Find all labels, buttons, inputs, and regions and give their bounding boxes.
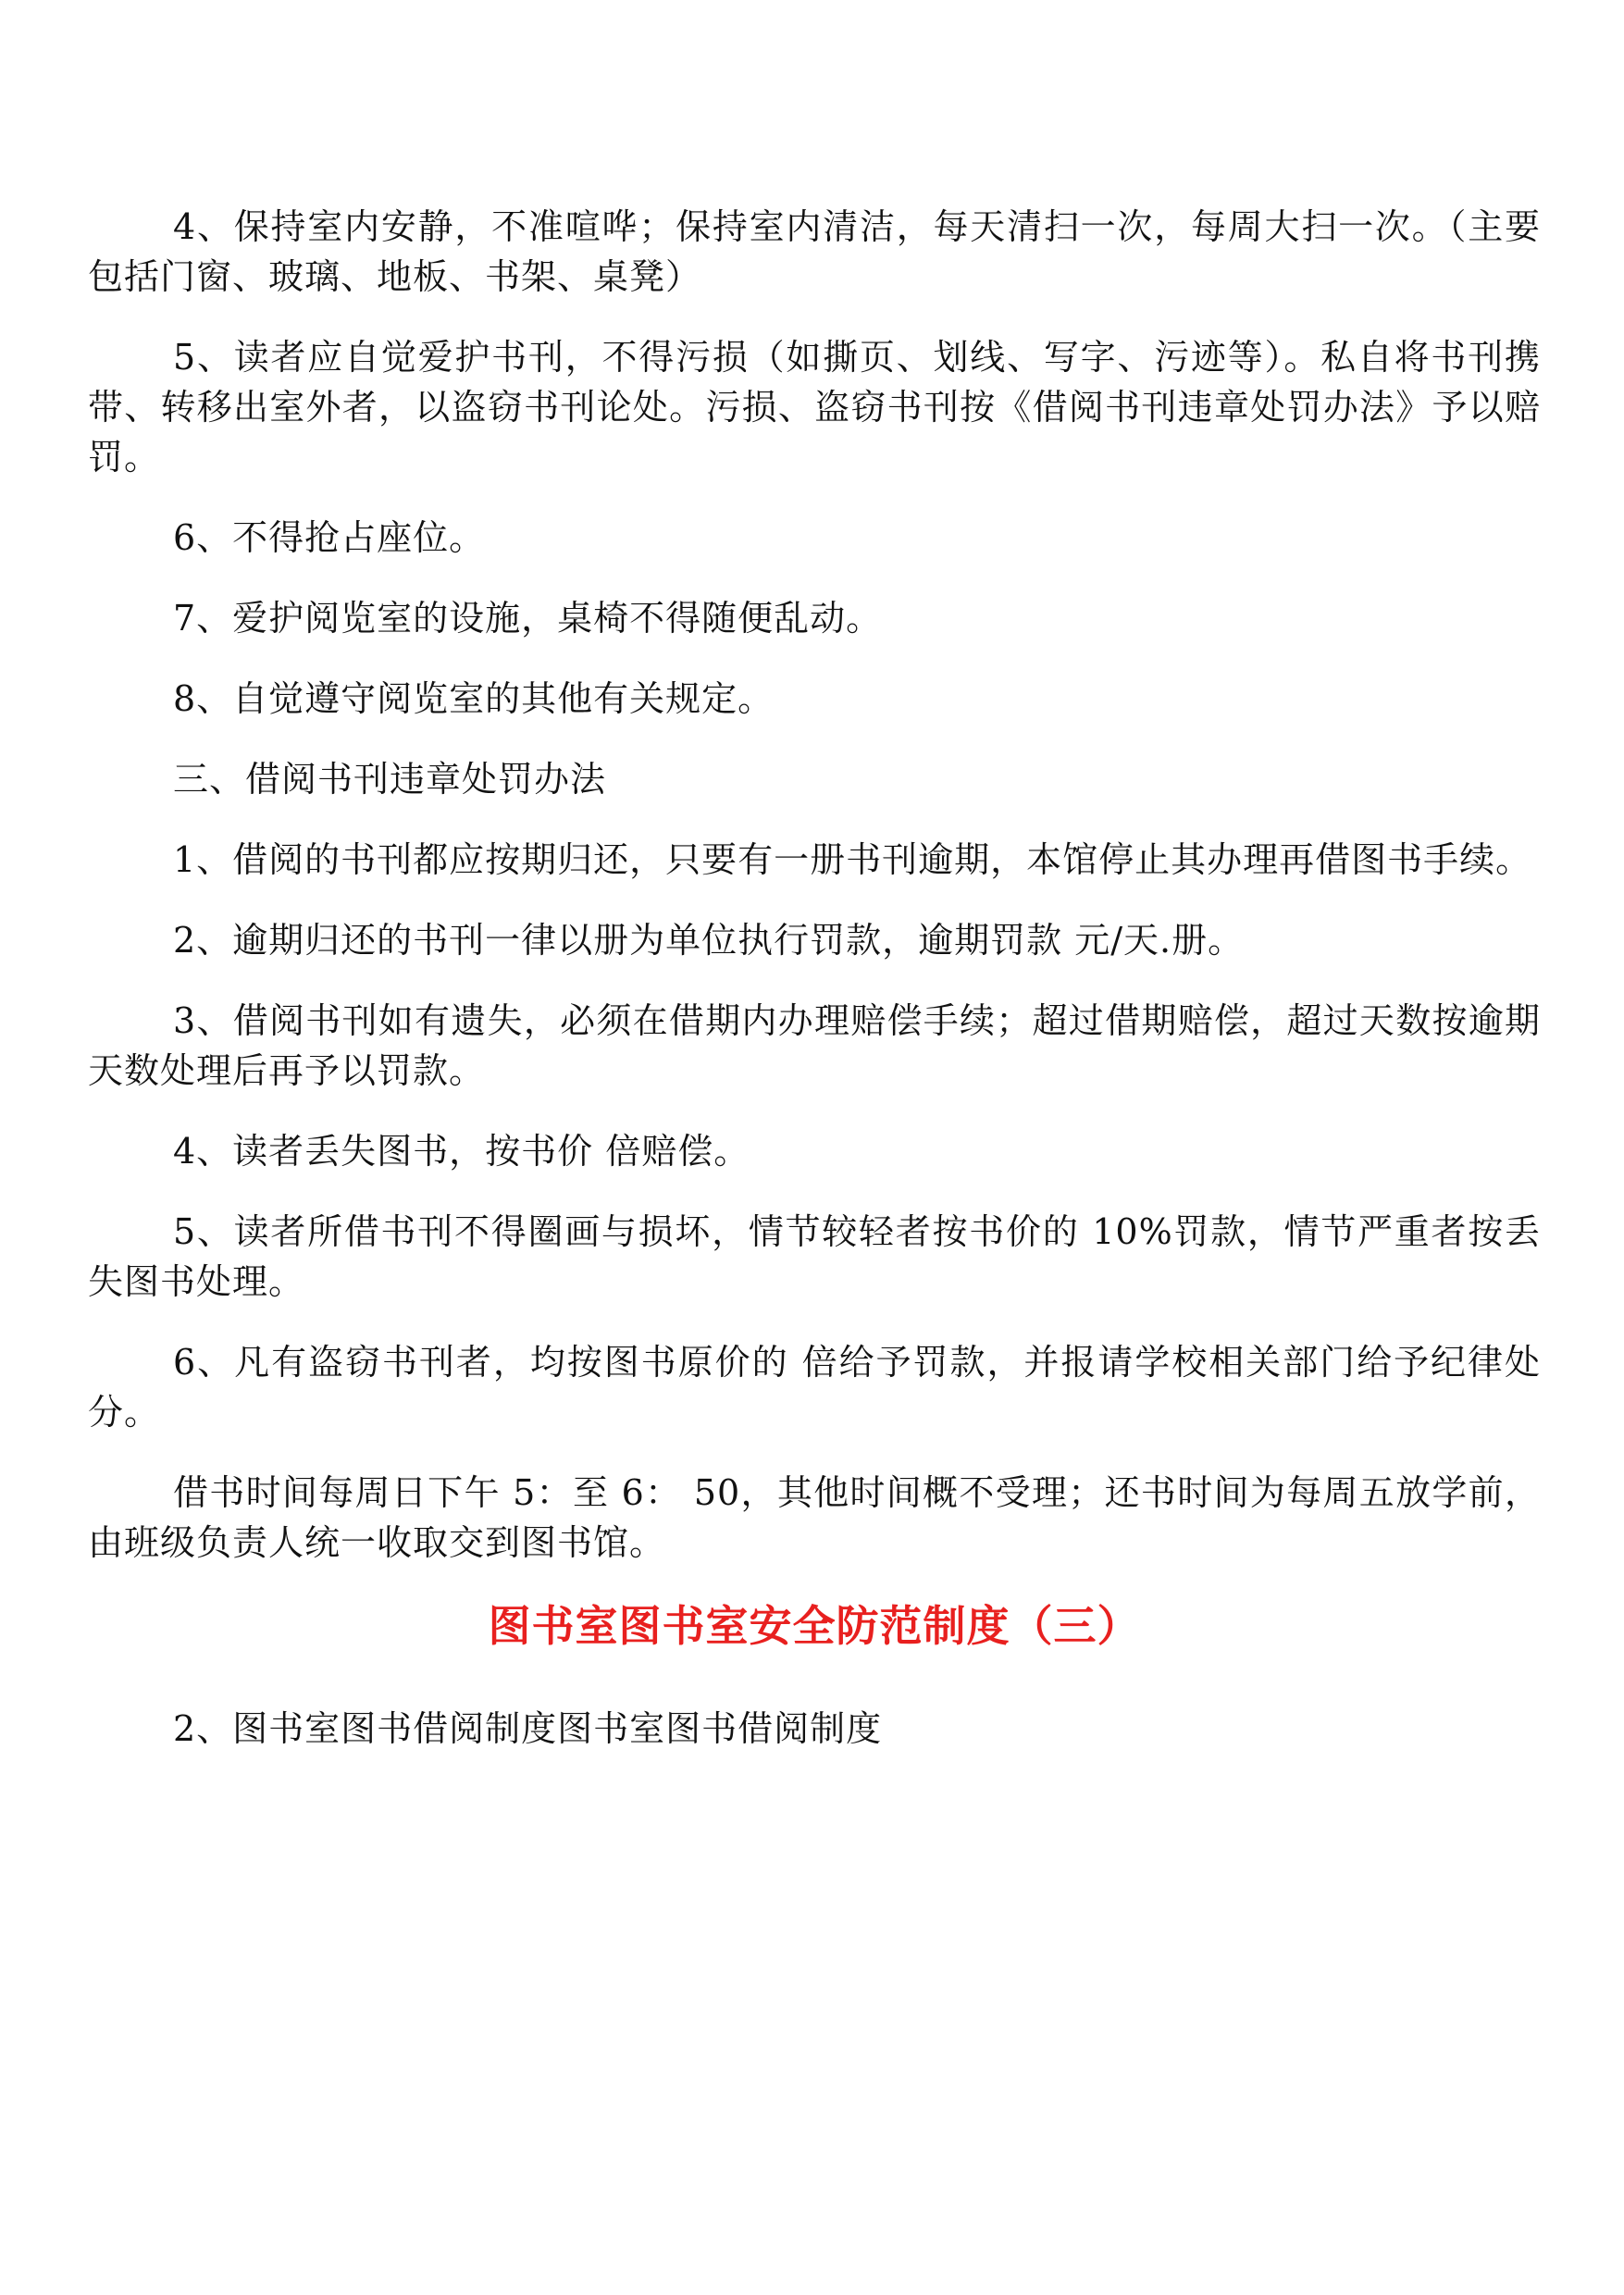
- paragraph-penalty-3-lost: 3、借阅书刊如有遗失，必须在借期内办理赔偿手续；超过借期赔偿，超过天数按逾期天数处理后再予以罚款。: [88, 1000, 1541, 1091]
- paragraph-rule-4-quiet-clean: 4、保持室内安静，不准喧哗；保持室内清洁，每天清扫一次，每周大扫一次。（主要包括门窗、玻璃、地板、书架、桌凳）: [88, 206, 1541, 297]
- paragraph-penalty-4-compensation: 4、读者丢失图书，按书价 倍赔偿。: [173, 1131, 750, 1172]
- paragraph-penalty-5-damage: 5、读者所借书刊不得圈画与损坏，情节较轻者按书价的 10%罚款，情节严重者按丢失图书处理。: [88, 1211, 1541, 1302]
- paragraph-borrowing-system: 2、图书室图书借阅制度图书室图书借阅制度: [173, 1708, 883, 1749]
- paragraph-rule-7-facilities: 7、爱护阅览室的设施，桌椅不得随便乱动。: [173, 598, 883, 639]
- paragraph-penalty-2-fine: 2、逾期归还的书刊一律以册为单位执行罚款，逾期罚款 元/天.册。: [173, 920, 1245, 961]
- document-page: [88, 202, 1541, 1784]
- paragraph-rule-5-care-books: 5、读者应自觉爱护书刊，不得污损（如撕页、划线、写字、污迹等）。私自将书刊携带、转移出室外者，以盗窃书刊论处。污损、盗窃书刊按《借阅书刊违章处罚办法》予以赔罚。: [88, 337, 1541, 478]
- section-heading: 图书室图书室安全防范制度（三）: [488, 1601, 1141, 1651]
- paragraph-penalty-6-theft: 6、凡有盗窃书刊者，均按图书原价的 倍给予罚款，并报请学校相关部门给予纪律处分。: [88, 1342, 1541, 1433]
- subsection-title-penalties: 三、借阅书刊违章处罚办法: [173, 759, 607, 800]
- paragraph-rule-6-seats: 6、不得抢占座位。: [173, 517, 486, 558]
- paragraph-penalty-1-overdue: 1、借阅的书刊都应按期归还，只要有一册书刊逾期，本馆停止其办理再借图书手续。: [173, 839, 1532, 880]
- paragraph-rule-8-other: 8、自觉遵守阅览室的其他有关规定。: [173, 678, 775, 719]
- paragraph-borrowing-hours: 借书时间每周日下午 5：至 6： 50，其他时间概不受理；还书时间为每周五放学前，由班级负责人统一收取交到图书馆。: [88, 1472, 1541, 1563]
